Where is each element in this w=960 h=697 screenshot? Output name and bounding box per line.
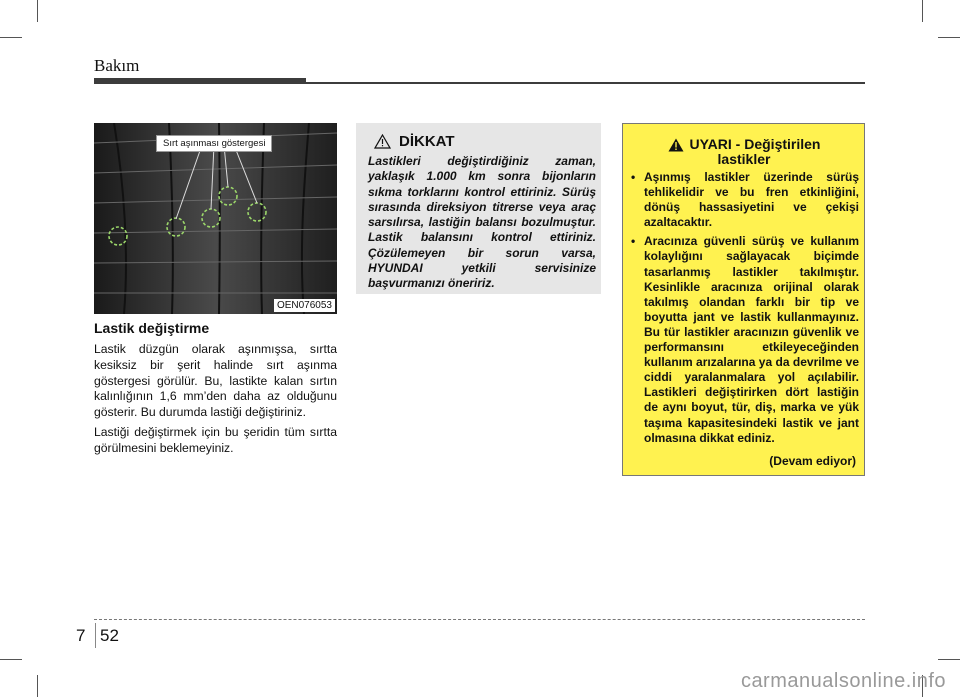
header-rule-thick xyxy=(94,78,306,84)
figure-code: OEN076053 xyxy=(274,299,335,312)
body-text xyxy=(94,342,337,461)
paragraph: Lastik düzgün olarak aşınmışsa, sırtta kesiksiz bir şerit halinde sırt aşınma göstergesi görülür. Bu, lastikte kalan sırtın kalınlığının 1,6 mm’den daha az olduğunu gösterir. Bu durumda lastiği değiştiriniz. xyxy=(94,342,337,420)
caution-title: DİKKAT xyxy=(399,133,455,150)
watermark: carmanualsonline.info xyxy=(740,670,946,692)
section-title: Bakım xyxy=(94,56,140,75)
footer-rule xyxy=(94,619,865,620)
paragraph: Lastiği değiştirmek için bu şeridin tüm sırtta görülmesini beklemeyiniz. xyxy=(94,424,337,455)
crop-mark xyxy=(938,659,960,660)
page-separator xyxy=(95,623,96,648)
chapter-number: 7 xyxy=(76,626,86,645)
page-number: 52 xyxy=(100,626,119,645)
figure-label: Sırt aşınması göstergesi xyxy=(156,135,272,152)
warning-list-item: • Aşınmış lastikler üzerinde sürüş tehlikelidir ve bu fren etkinliğini, dönüş hassasiyetini ve çekişi azaltacaktır. xyxy=(629,170,859,230)
caution-box xyxy=(356,123,601,294)
warning-list xyxy=(629,170,859,450)
warning-box xyxy=(622,123,865,476)
header-rule-thin xyxy=(306,82,865,84)
crop-mark xyxy=(0,659,22,660)
subsection-heading: Lastik değiştirme xyxy=(94,320,210,336)
warning-triangle-icon xyxy=(668,138,684,152)
caution-text: Lastikleri değiştirdiğiniz zaman, yaklaşık 1.000 km sonra bijonların sıkma torklarını kontrol ettiriniz. Sürüş sırasında direksiyon titrerse veya araç sarsılırsa, lastiğin balansı bozulmuştur. Lastik balansını kontrol ettiriniz. Çözülemeyen bir sorun varsa, HYUNDAI yetkili servisinize başvurmanızı öneririz. xyxy=(368,154,596,291)
continued-label: (Devam ediyor) xyxy=(769,454,856,468)
warning-list-item: • Aracınıza güvenli sürüş ve kullanım kolaylığını sağlayacak biçimde tasarlanmış lastikler takılmıştır. Kesinlikle aracınıza orijinal olarak takılmış olandan farklı bir tip ve boyutta jant ve lastik kullanmayınız. Bu tür lastikler aracınızın güvenlik ve performansını etkileyeceğinden kullanım arızalarına ya da devrilme ve ciddi yaralanmalara yol açılabilir. Lastikleri değiştirirken dört lastiğin de aynı boyut, tür, diş, marka ve yük taşıma kapasitesindeki lastik ve jant olmasına dikkat ediniz. xyxy=(629,234,859,445)
crop-mark xyxy=(0,37,22,38)
warning-title-line1: UYARI - Değiştirilen xyxy=(689,136,821,152)
crop-mark xyxy=(37,675,38,697)
caution-heading xyxy=(374,133,455,150)
warning-title-line2: lastikler xyxy=(717,151,771,167)
warning-triangle-icon xyxy=(374,134,391,149)
crop-mark xyxy=(922,0,923,22)
crop-mark xyxy=(938,37,960,38)
crop-mark xyxy=(37,0,38,22)
warning-heading xyxy=(633,137,855,167)
